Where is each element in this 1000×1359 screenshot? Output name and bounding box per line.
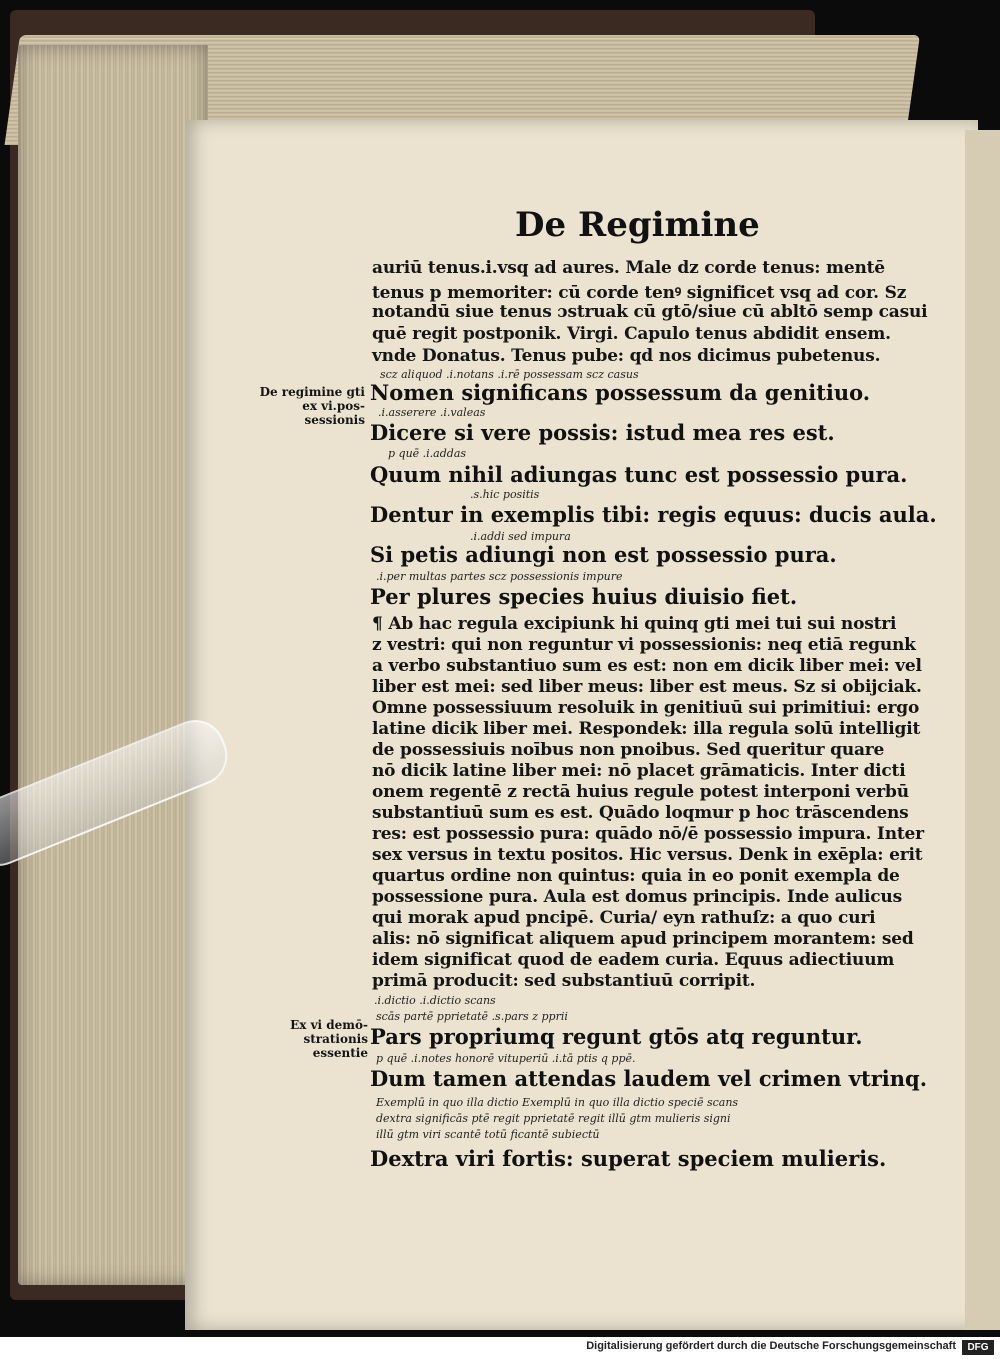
commentary-line: possessione pura. Aula est domus principis. Inde aulicus [372, 887, 902, 907]
commentary-line: primā producit: sed substantiuū corripit. [372, 971, 756, 991]
digitization-footer [0, 1337, 1000, 1359]
commentary-line: res: est possessio pura: quādo nō/ē possessio impura. Inter [372, 824, 924, 844]
commentary-line: latine dicik liber mei. Respondek: illa regula solū intelligit [372, 719, 921, 739]
interlinear-gloss: illū gtm viri scantē totū ficantē subiectū [376, 1128, 600, 1141]
interlinear-gloss: .s.hic positis [470, 488, 540, 501]
interlinear-gloss: scz aliquod .i.notans .i.rē possessam scz casus [380, 368, 639, 381]
interlinear-gloss: Exemplū in quo illa dictio Exemplū in quo illa dictio speciē scans [376, 1096, 739, 1109]
interlinear-gloss: .i.dictio .i.dictio scans [374, 994, 496, 1007]
interlinear-gloss: dextra significās ptē regit pprietatē regit illū gtm mulieris signi [376, 1112, 731, 1125]
dfg-logo: DFG [962, 1340, 994, 1355]
opening-line: vnde Donatus. Tenus pube: qd nos dicimus pubetenus. [372, 346, 881, 366]
page-side-edges [18, 45, 208, 1285]
verse-line: Dicere si vere possis: istud mea res est. [370, 420, 835, 445]
facing-page-edge [965, 130, 1000, 1330]
interlinear-gloss: scās partē pprietatē .s.pars z pprii [376, 1010, 568, 1023]
interlinear-gloss: p quē .i.addas [388, 447, 467, 460]
opening-line: auriū tenus.i.vsq ad aures. Male dz corde tenus: mentē [372, 258, 885, 278]
interlinear-gloss: p quē .i.notes honorē vituperiū .i.tā ptis q ppē. [376, 1052, 636, 1065]
verse-line: Si petis adiungi non est possessio pura. [370, 542, 837, 567]
verse-line: Per plures species huius diuisio fiet. [370, 584, 798, 609]
marginal-note: Ex vi demō-strationis essentie [290, 1018, 368, 1060]
verse-line: Dum tamen attendas laudem vel crimen vtrinq. [370, 1066, 928, 1091]
running-head: De Regimine [515, 205, 760, 245]
opening-line: quē regit postponik. Virgi. Capulo tenus abdidit ensem. [372, 324, 891, 344]
commentary-line: qui morak apud pncipē. Curia/ eyn rathuſz: a quo curi [372, 908, 876, 928]
interlinear-gloss: .i.asserere .i.valeas [378, 406, 486, 419]
commentary-line: z vestri: qui non reguntur vi possessionis: neq etiā regunk [372, 635, 916, 655]
commentary-line: substantiuū sum es est. Quādo loqmur p hoc trāscendens [372, 803, 909, 823]
verse-line: Dextra viri fortis: superat speciem mulieris. [370, 1146, 887, 1171]
opening-line: notandū siue tenus ɔstruak cū gtō/siue cū abltō semp casui [372, 302, 928, 322]
verse-line: Nomen significans possessum da genitiuo. [370, 380, 871, 405]
interlinear-gloss: .i.addi sed impura [470, 530, 571, 543]
marginal-note: De regimine gti ex vi.pos-sessionis [259, 385, 365, 427]
funding-credit: Digitalisierung gefördert durch die Deutsche Forschungsgemeinschaft [586, 1340, 956, 1352]
commentary-line: Omne possessiuum resoluik in genitiuū sui primitiui: ergo [372, 698, 920, 718]
verse-line: Dentur in exemplis tibi: regis equus: ducis aula. [370, 502, 937, 527]
commentary-line: sex versus in textu positos. Hic versus. Denk in exēpla: erit [372, 845, 923, 865]
commentary-line: de possessiuis noībus non pnoibus. Sed queritur quare [372, 740, 885, 760]
commentary-line: idem significat quod de eadem curia. Equus adiectiuum [372, 950, 895, 970]
commentary-line: alis: nō significat aliquem apud principem morantem: sed [372, 929, 914, 949]
commentary-line: quartus ordine non quintus: quia in eo ponit exempla de [372, 866, 900, 886]
interlinear-gloss: .i.per multas partes scz possessionis impure [376, 570, 623, 583]
commentary-line: liber est mei: sed liber meus: liber est meus. Sz si obijciak. [372, 677, 922, 697]
commentary-line: nō dicik latine liber mei: nō placet grāmaticis. Inter dicti [372, 761, 906, 781]
commentary-line: onem regentē z rectā huius regule potest interponi verbū [372, 782, 909, 802]
commentary-line: ¶ Ab hac regula excipiunk hi quinq gti mei tui sui nostri [372, 614, 897, 634]
commentary-line: a verbo substantiuo sum es est: non em dicik liber mei: vel [372, 656, 922, 676]
verse-line: Pars propriumq regunt gtōs atq reguntur. [370, 1024, 863, 1049]
verse-line: Quum nihil adiungas tunc est possessio pura. [370, 462, 908, 487]
opening-line: tenus p memoriter: cū corde tenꝰ significet vsq ad cor. Sz [372, 283, 907, 303]
